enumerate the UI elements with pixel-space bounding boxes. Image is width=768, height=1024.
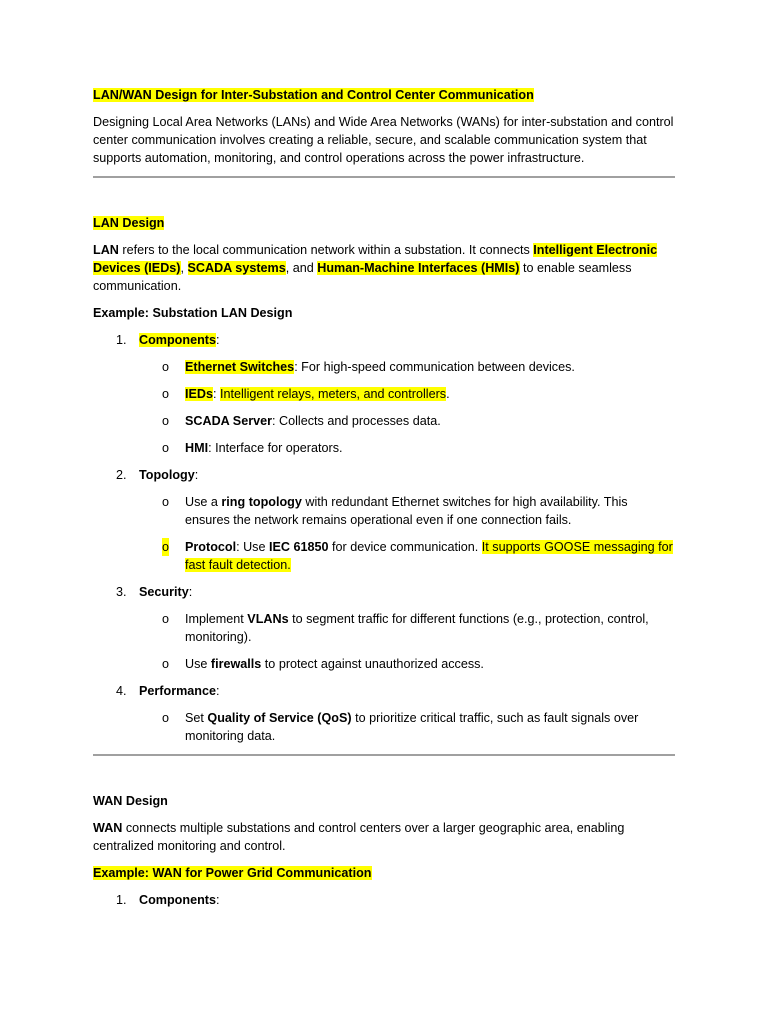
horizontal-rule [93, 176, 675, 178]
list-item: o Implement VLANs to segment traffic for different functions (e.g., protection, control, monitoring). [162, 612, 649, 644]
page-title: LAN/WAN Design for Inter-Substation and Control Center Communication [93, 88, 534, 102]
list-item-performance: 4. Performance: [116, 684, 220, 698]
list-item: o Use firewalls to protect against unauthorized access. [162, 657, 484, 671]
list-item-components: 1. Components: [116, 333, 220, 347]
bullet-icon: o [162, 441, 170, 455]
lan-heading: LAN Design [93, 216, 165, 230]
document-content [93, 86, 675, 909]
list-item: o Ethernet Switches: For high-speed communication between devices. [162, 360, 575, 374]
list-item: o HMI: Interface for operators. [162, 441, 343, 455]
list-item: o Set Quality of Service (QoS) to prioritize critical traffic, such as fault signals over monitoring data. [162, 711, 639, 743]
wan-example-heading: Example: WAN for Power Grid Communication [93, 866, 372, 880]
wan-heading: WAN Design [93, 794, 168, 808]
bullet-icon: o [162, 540, 170, 554]
bullet-icon: o [162, 414, 170, 428]
bullet-icon: o [162, 360, 170, 374]
intro-paragraph: Designing Local Area Networks (LANs) and Wide Area Networks (WANs) for inter-substation and control center communication involves creating a reliable, secure, and scalable communication system that supports automation, monitoring, and control operations across the power infrastructure. [93, 115, 674, 165]
bullet-icon: o [162, 612, 170, 626]
bullet-icon: o [162, 495, 170, 509]
bullet-icon: o [162, 711, 170, 725]
list-item: o Use a ring topology with redundant Ethernet switches for high availability. This ensures the network remains operational even if one connection fails. [162, 495, 628, 527]
lan-example-heading: Example: Substation LAN Design [93, 306, 293, 320]
list-item-security: 3. Security: [116, 585, 193, 599]
wan-paragraph: WAN connects multiple substations and control centers over a larger geographic area, enabling centralized monitoring and control. [93, 821, 625, 853]
list-item: o SCADA Server: Collects and processes data. [162, 414, 441, 428]
bullet-icon: o [162, 657, 170, 671]
horizontal-rule [93, 754, 675, 756]
list-item: o IEDs: Intelligent relays, meters, and controllers. [162, 387, 450, 401]
list-item: o Protocol: Use IEC 61850 for device communication. It supports GOOSE messaging for fast fault detection. [162, 540, 673, 572]
lan-paragraph: LAN refers to the local communication network within a substation. It connects Intelligent Electronic Devices (IEDs), SCADA systems, and Human-Machine Interfaces (HMIs) to enable seamless communication. [93, 243, 658, 293]
bullet-icon: o [162, 387, 170, 401]
list-item-topology: 2. Topology: [116, 468, 199, 482]
list-item-wan-components: 1. Components: [116, 893, 220, 907]
